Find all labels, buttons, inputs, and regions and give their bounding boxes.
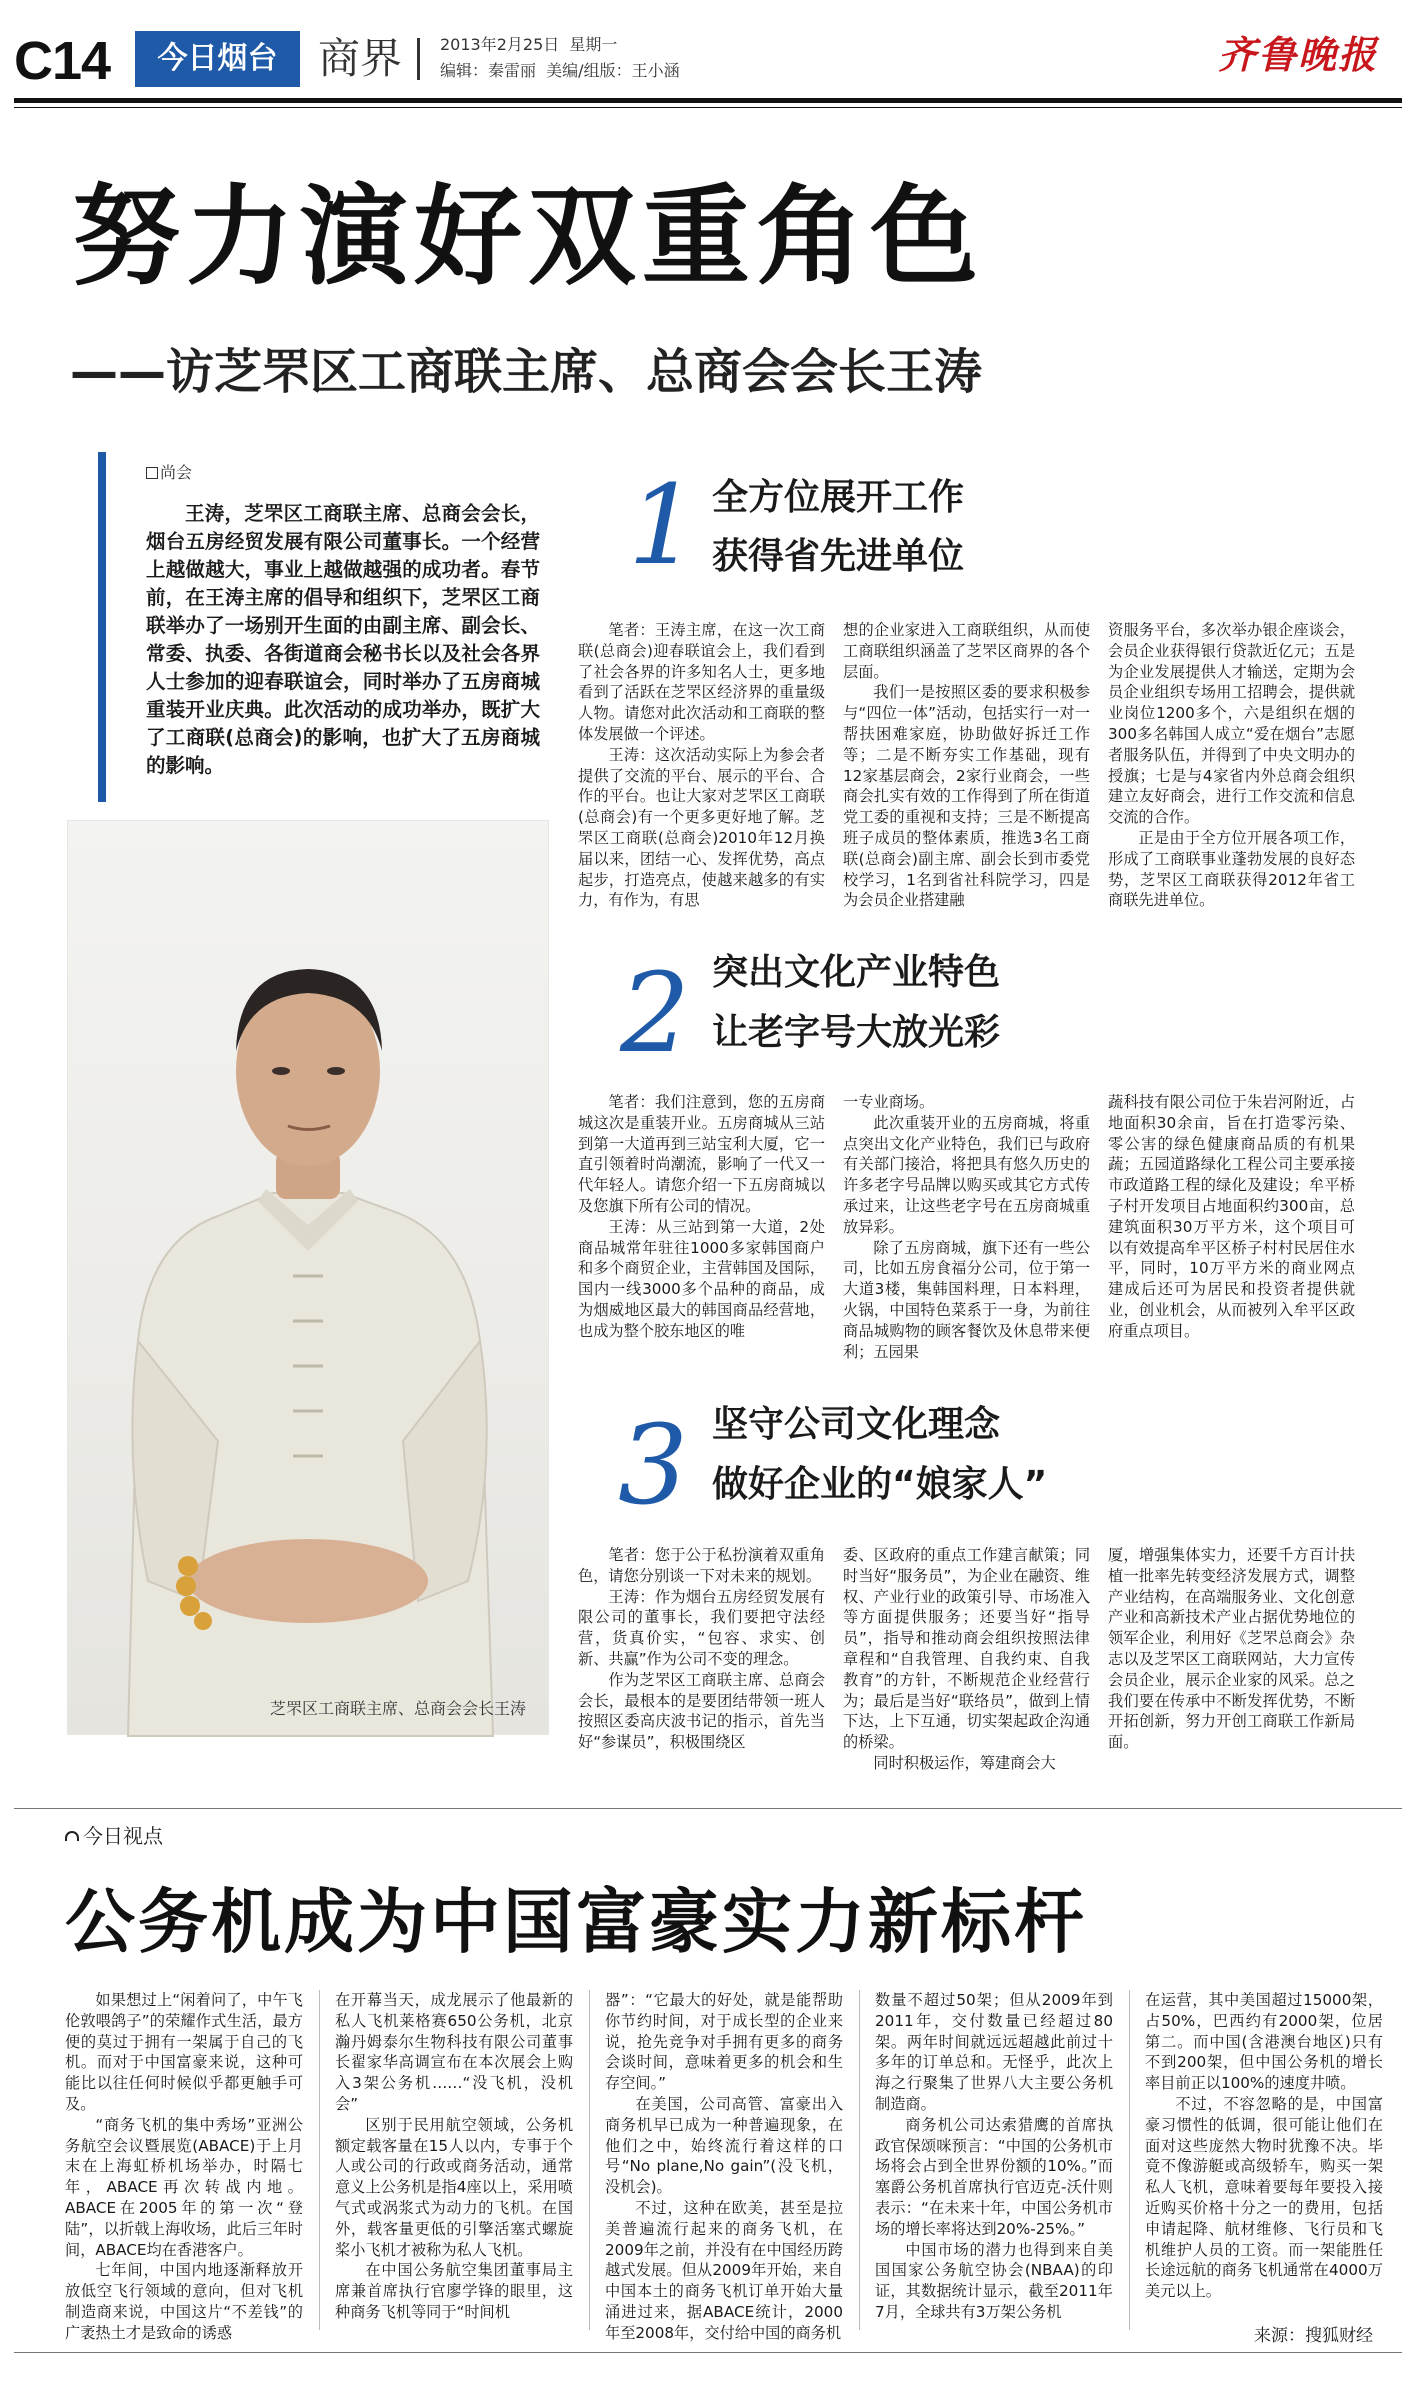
- paragraph: 一专业商场。: [843, 1093, 935, 1111]
- paragraph: 除了五房商城，旗下还有一些公司，比如五房食福分公司，位于第一大道3楼，集韩国料理，日本料理，火锅，中国特色菜系于一身，为前往商品城购物的顾客餐饮及休息带来便利；五园果: [843, 1238, 1090, 1361]
- article-2-column-5: [1145, 1990, 1383, 2300]
- paragraph: 商务机公司达索猎鹰的首席执政官保颂咪预言：“中国的公务机市场将会占到全世界份额的10%。”而塞爵公务机首席执行官迈克-沃什则表示：“在未来十年，中国公务机市场的增长率将达到20%-25%。”: [875, 2115, 1113, 2238]
- section-divider: [14, 1808, 1402, 1809]
- article-2-headline: 公务机成为中国富豪实力新标杆: [65, 1881, 1087, 1963]
- paragraph: 笔者：王涛主席，在这一次工商联(总商会)迎春联谊会上，我们看到了社会各界的许多知名人士，更多地看到了活跃在芝罘区经济界的重量级人物。请您对此次活动和工商联的整体发展做一个评述。: [578, 621, 825, 743]
- section-2-title-line-2: 让老字号大放光彩: [712, 1012, 1001, 1053]
- header-rule: [14, 98, 1402, 103]
- paragraph: 在运营，其中美国超过15000架，占50%，巴西约有2000架，位居第二。而中国(含港澳台地区)只有不到200架，但中国公务机的增长率目前正以100%的速度井喷。: [1145, 1991, 1383, 2093]
- paragraph: 在美国，公司高管、富豪出入商务机早已成为一种普遍现象，在他们之中，始终流行着这样的口号“No plane,No gain”(没飞机，没机会)。: [605, 2094, 843, 2197]
- editors-credit: 编辑：秦雷丽 美编/组版：王小涵: [440, 61, 680, 80]
- paragraph: 在中国公务航空集团董事局主席兼首席执行官廖学锋的眼里，这种商务飞机等同于“时间机: [335, 2261, 573, 2321]
- section-badge: 今日烟台: [135, 31, 300, 87]
- section-1-column-1: [578, 620, 825, 952]
- paragraph: 我们一是按照区委的要求积极参与“四位一体”活动，包括实行一对一帮扶困难家庭，协助做好拆迁工作等；二是不断夯实工作基础，现有12家基层商会，2家行业商会，一些商会扎实有效的工作得到了所在街道党工委的重视和支持；三是不断提高班子成员的整体素质，推选3名工商联(总商会)副主席、副会长到市委党校学习，1名到省社科院学习，四是为会员企业搭建融: [843, 683, 1090, 910]
- article-2-column-2: [335, 1990, 573, 2330]
- section-2-column-3: [1108, 1092, 1355, 1372]
- kicker: [65, 1822, 163, 1850]
- paragraph: 此次重装开业的五房商城，将重点突出文化产业特色，我们已与政府有关部门接洽，将把具有悠久历史的许多老字号品牌以购买或其它方式传承过来，让这些老字号在五房商城重放异彩。: [843, 1113, 1090, 1236]
- paragraph: 在开幕当天，成龙展示了他最新的私人飞机莱格赛650公务机，北京瀚丹姆泰尔生物科技有限公司董事长翟家华高调宣布在本次展会上购入3架公务机……“没飞机，没机会”: [335, 1991, 573, 2113]
- section-3-title-line-2: 做好企业的“娘家人”: [712, 1464, 1048, 1505]
- article-headline: 努力演好双重角色: [72, 175, 985, 300]
- paragraph: 委、区政府的重点工作建言献策；同时当好“服务员”，为企业在融资、维权、产业行业的政策引导、市场准入等方面提供服务；还要当好“指导员”，指导和推动商会组织按照法律章程和“自我管理、自我约束、自我教育”的方针，不断规范企业经营行为；最后是当好“联络员”，做到上情下达，上下互通，切实架起政企沟通的桥梁。: [843, 1546, 1090, 1752]
- paragraph: 王涛：从三站到第一大道，2处商品城常年驻往1000多家韩国商户和多个商贸企业，主营韩国及国际，国内一线3000多个品种的商品，成为烟威地区最大的韩国商品经营地，也成为整个胶东地区的唯: [578, 1217, 825, 1340]
- paragraph: 同时积极运作，筹建商会大: [873, 1753, 1056, 1772]
- section-3-column-1: [578, 1545, 825, 1785]
- section-1-title-line-1: 全方位展开工作: [712, 477, 965, 518]
- paragraph: 厦，增强集体实力，还要千方百计扶植一批率先转变经济发展方式，调整产业结构，在高端服务业、文化创意产业和高新技术产业占据优势地位的领军企业，利用好《芝罘总商会》杂志以及芝罘区工商联网站，大力宣传会员企业，展示企业家的风采。总之我们要在传承中不断发挥优势，不断开拓创新，努力开创工商联工作新局面。: [1108, 1546, 1355, 1752]
- byline: [146, 462, 192, 484]
- section-name: 商界: [318, 34, 403, 83]
- paragraph: “商务飞机的集中秀场”亚洲公务航空会议暨展览(ABACE)于上月末在上海虹桥机场举办，时隔七年，ABACE再次转战内地。ABACE在2005年的第一次“登陆”，以折戟上海收场，此后三年时间，ABACE均在香港客户。: [65, 2115, 303, 2259]
- publication-date: 2013年2月25日 星期一: [440, 35, 618, 54]
- photo-caption: 芝罘区工商联主席、总商会会长王涛: [269, 1699, 526, 1718]
- article-source: 来源：搜狐财经: [1254, 2326, 1373, 2346]
- section-1-column-3: [1108, 620, 1355, 912]
- intro-accent-bar: [98, 452, 106, 802]
- column-rule: [1129, 1990, 1130, 2330]
- section-2-column-2: [843, 1092, 1090, 1372]
- section-number-3: 3: [618, 1401, 688, 1529]
- paragraph: 笔者：您于公于私扮演着双重角色，请您分别谈一下对未来的规划。: [578, 1546, 825, 1585]
- byline-box-icon: [146, 467, 158, 479]
- paragraph: 王涛：这次活动实际上为参会者提供了交流的平台、展示的平台、合作的平台。也让大家对芝罘区工商联(总商会)有一个更多更好地了解。芝罘区工商联(总商会)2010年12月换届以来，团结一心、发挥优势，高点起步，打造亮点，使越来越多的有实力，有作为，有思: [578, 745, 825, 910]
- column-rule: [859, 1990, 860, 2330]
- section-2-title-line-1: 突出文化产业特色: [712, 952, 1001, 993]
- kicker-mark-icon: [65, 1831, 79, 1841]
- header-separator: [417, 38, 420, 80]
- page-number: C14: [14, 31, 111, 91]
- section-1-title-line-2: 获得省先进单位: [712, 536, 965, 577]
- paragraph: 蔬科技有限公司位于朱岩河附近，占地面积30余亩，旨在打造零污染、零公害的绿色健康商品质的有机果蔬；五园道路绿化工程公司主要承接市政道路工程的绿化及建设；牟平桥子村开发项目占地面积约300亩，总建筑面积30万平方米，这个项目可以有效提高牟平区桥子村村民居住水平，同时，10万平方米的商业网点建成后还可为居民和投资者提供就业，创业机会，从而被列入牟平区政府重点项目。: [1108, 1093, 1355, 1340]
- portrait-photo: [67, 820, 549, 1735]
- paragraph: 如果想过上“闲着问了，中午飞伦敦喂鸽子”的荣耀作式生活，最方便的莫过于拥有一架属于自己的飞机。而对于中国富豪来说，这种可能比以往任何时候似乎都更触手可及。: [65, 1991, 303, 2113]
- article-2-column-3: [605, 1990, 843, 2342]
- article-subheadline: ——访芝罘区工商联主席、总商会会长王涛: [70, 344, 983, 400]
- paragraph: 作为芝罘区工商联主席、总商会会长，最根本的是要团结带领一班人按照区委高庆波书记的指示，首先当好“参谋员”，积极围绕区: [578, 1670, 825, 1752]
- paragraph: 正是由于全方位开展各项工作，形成了工商联事业蓬勃发展的良好态势，芝罘区工商联获得2012年省工商联先进单位。: [1108, 828, 1355, 910]
- paragraph: 不过，这种在欧美，甚至是拉美普遍流行起来的商务飞机，在2009年之前，并没有在中国经历跨越式发展。但从2009年开始，来自中国本土的商务飞机订单开始大量涌进过来，据ABACE统计，2000年至2008年，交付给中国的商务机: [605, 2198, 843, 2342]
- portrait-illustration: [68, 821, 550, 1736]
- paragraph: 笔者：我们注意到，您的五房商城这次是重装开业。五房商城从三站到第一大道再到三站宝利大厦，它一直引领着时尚潮流，影响了一代又一代年轻人。请您介绍一下五房商城以及您旗下所有公司的情况。: [578, 1093, 825, 1215]
- column-rule: [589, 1990, 590, 2330]
- article-2-column-1: [65, 1990, 303, 2342]
- paragraph: 王涛：作为烟台五房经贸发展有限公司的董事长，我们要把守法经营，货真价实，“包容、求实、创新、共赢”作为公司不变的理念。: [578, 1587, 825, 1668]
- section-number-2: 2: [620, 949, 690, 1077]
- paragraph: 想的企业家进入工商联组织，从而使工商联组织涵盖了芝罘区商界的各个层面。: [843, 621, 1090, 681]
- paragraph: 器”：“它最大的好处，就是能帮助你节约时间，对于成长型的企业来说，抢先竞争对手拥有更多的商务会谈时间，意味着更多的机会和生存空间。”: [605, 1991, 843, 2093]
- paragraph: 数量不超过50架；但从2009年到2011年，交付数量已经超过80架。两年时间就远远超越此前过十多年的订单总和。无怪乎，此次上海之行聚集了世界八大主要公务机制造商。: [875, 1991, 1113, 2113]
- article-2-column-4: [875, 1990, 1113, 2330]
- paragraph: 资服务平台，多次举办银企座谈会，会员企业获得银行贷款近亿元；五是为企业发展提供人才输送，定期为会员企业组织专场用工招聘会，提供就业岗位1200多个，六是组织在烟的300多名韩国人成立“爱在烟台”志愿者服务队伍，并得到了中央文明办的授旗；七是与4家省内外总商会组织建立友好商会，进行工作交流和信息交流的合作。: [1108, 621, 1355, 827]
- paragraph: 中国市场的潜力也得到来自美国国家公务航空协会(NBAA)的印证，其数据统计显示，截至2011年7月，全球共有3万架公务机: [875, 2240, 1113, 2321]
- section-2-column-1: [578, 1092, 825, 1382]
- section-3-column-3: [1108, 1545, 1355, 1752]
- kicker-label: 今日视点: [83, 1824, 163, 1848]
- column-rule: [319, 1990, 320, 2330]
- section-3-column-2: [843, 1545, 1090, 1785]
- paragraph: 区别于民用航空领域，公务机额定载客量在15人以内，专事于个人或公司的行政或商务活动，通常意义上公务机是指4座以上，采用喷气式或涡浆式为动力的飞机。在国外，载客量更低的引擎活塞式螺旋桨小飞机才被称为私人飞机。: [335, 2115, 573, 2259]
- paragraph: 不过，不容忽略的是，中国富豪习惯性的低调，很可能让他们在面对这些庞然大物时犹豫不决。毕竟不像游艇或高级轿车，购买一架私人飞机，意味着要每年要投入接近购买价格十分之一的费用，包括申请起降、航材维修、飞行员和飞机维护人员的工资。而一架能胜任长途远航的商务飞机通常在4000万美元以上。: [1145, 2094, 1383, 2301]
- header-rule-thin: [14, 107, 1402, 108]
- paragraph: 七年间，中国内地逐渐释放开放低空飞行领域的意向，但对飞机制造商来说，中国这片“不差钱”的广袤热土才是致命的诱惑: [65, 2261, 303, 2342]
- section-number-1: 1: [628, 461, 698, 589]
- section-3-title-line-1: 坚守公司文化理念: [712, 1404, 1001, 1445]
- newspaper-masthead: 齐鲁晚报: [1218, 32, 1379, 77]
- article-intro: 王涛，芝罘区工商联主席、总商会会长，烟台五房经贸发展有限公司董事长。一个经营上越做越大，事业上越做越强的成功者。春节前，在王涛主席的倡导和组织下，芝罘区工商联举办了一场别开生面的由副主席、副会长、常委、执委、各街道商会秘书长以及社会各界人士参加的迎春联谊会，同时举办了五房商城重装开业庆典。此次活动的成功举办，既扩大了工商联(总商会)的影响，也扩大了五房商城的影响。: [146, 502, 540, 777]
- bottom-rule: [14, 2352, 1402, 2353]
- section-1-column-2: [843, 620, 1090, 932]
- byline-author: 尚会: [160, 463, 193, 482]
